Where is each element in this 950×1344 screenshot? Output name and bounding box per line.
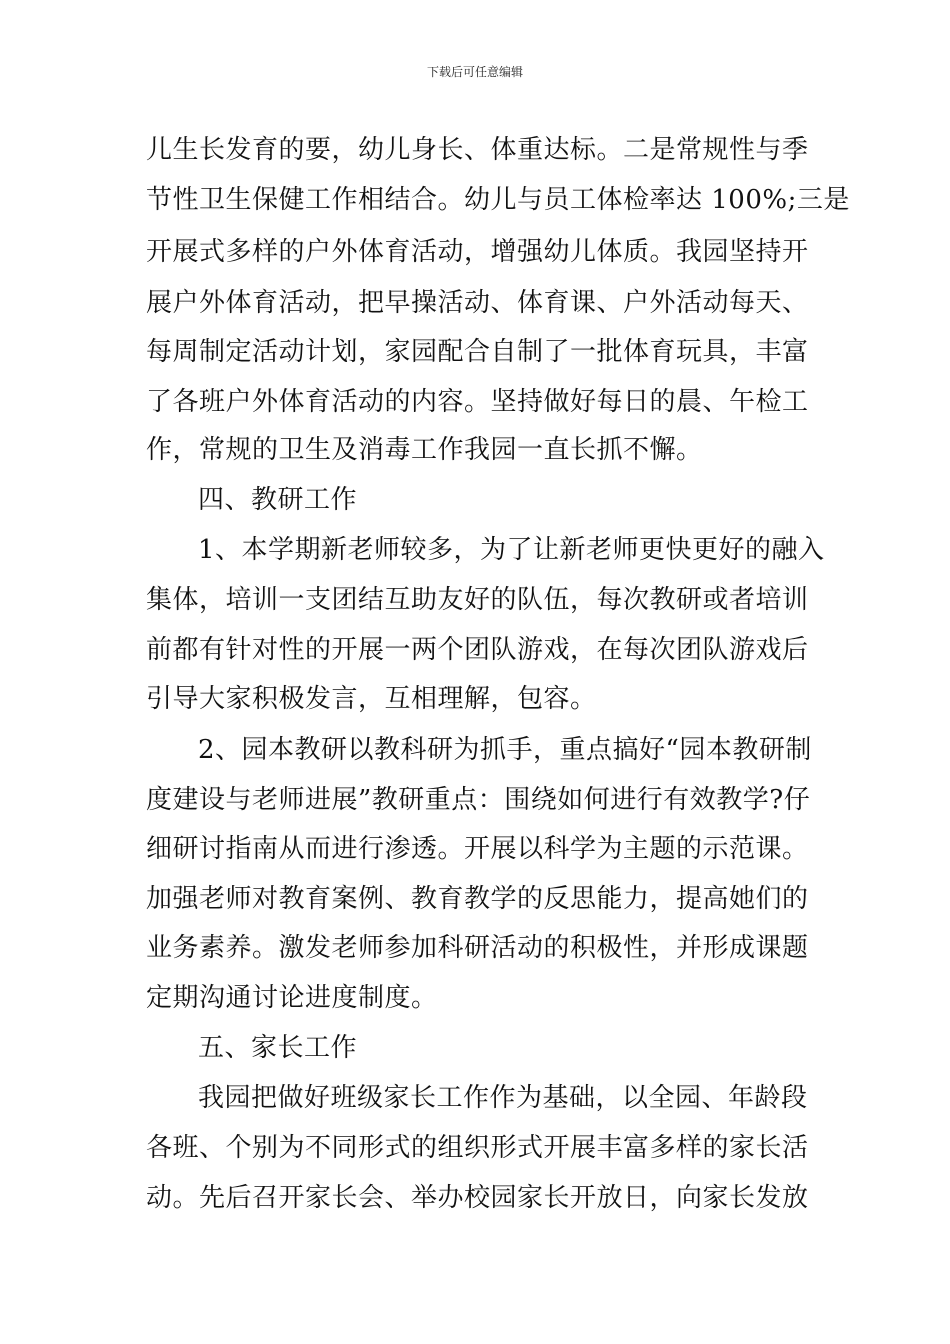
paragraph-first-line: 2、园本教研以教科研为抓手，重点搞好“园本教研制 [198,735,812,765]
body-line: 业务素养。激发老师参加科研活动的积极性，并形成课题 [146,933,809,963]
body-line: 前都有针对性的开展一两个团队游戏，在每次团队游戏后 [146,635,809,665]
body-line: 开展式多样的户外体育活动，增强幼儿体质。我园坚持开 [146,237,809,267]
body-line: 度建设与老师进展”教研重点：围绕如何进行有效教学?仔 [146,785,811,815]
body-line: 加强老师对教育案例、教育教学的反思能力，提高她们的 [146,884,809,914]
body-line: 细研讨指南从而进行渗透。开展以科学为主题的示范课。 [146,834,809,864]
page-header: 下载后可任意编辑 [426,65,523,79]
section-heading-teaching-research: 四、教研工作 [198,485,358,515]
body-line: 展户外体育活动，把早操活动、体育课、户外活动每天、 [146,288,809,318]
body-line: 每周制定活动计划，家园配合自制了一批体育玩具，丰富 [146,337,809,367]
body-line: 节性卫生保健工作相结合。幼儿与员工体检率达 100%;三是 [146,185,850,215]
body-line: 动。先后召开家长会、举办校园家长开放日，向家长发放 [146,1183,809,1213]
section-heading-parent-work: 五、家长工作 [198,1033,358,1063]
body-line: 定期沟通讨论进度制度。 [146,983,438,1013]
body-line: 各班、个别为不同形式的组织形式开展丰富多样的家长活 [146,1133,809,1163]
body-line: 引导大家积极发言，互相理解，包容。 [146,684,597,714]
body-line: 作，常规的卫生及消毒工作我园一直长抓不懈。 [146,435,703,465]
paragraph-first-line: 我园把做好班级家长工作作为基础，以全园、年龄段 [198,1083,808,1113]
body-line: 集体，培训一支团结互助友好的队伍，每次教研或者培训 [146,585,809,615]
paragraph-first-line: 1、本学期新老师较多，为了让新老师更快更好的融入 [198,535,825,565]
body-line: 了各班户外体育活动的内容。坚持做好每日的晨、午检工 [146,387,809,417]
body-line: 儿生长发育的要，幼儿身长、体重达标。二是常规性与季 [146,135,809,165]
